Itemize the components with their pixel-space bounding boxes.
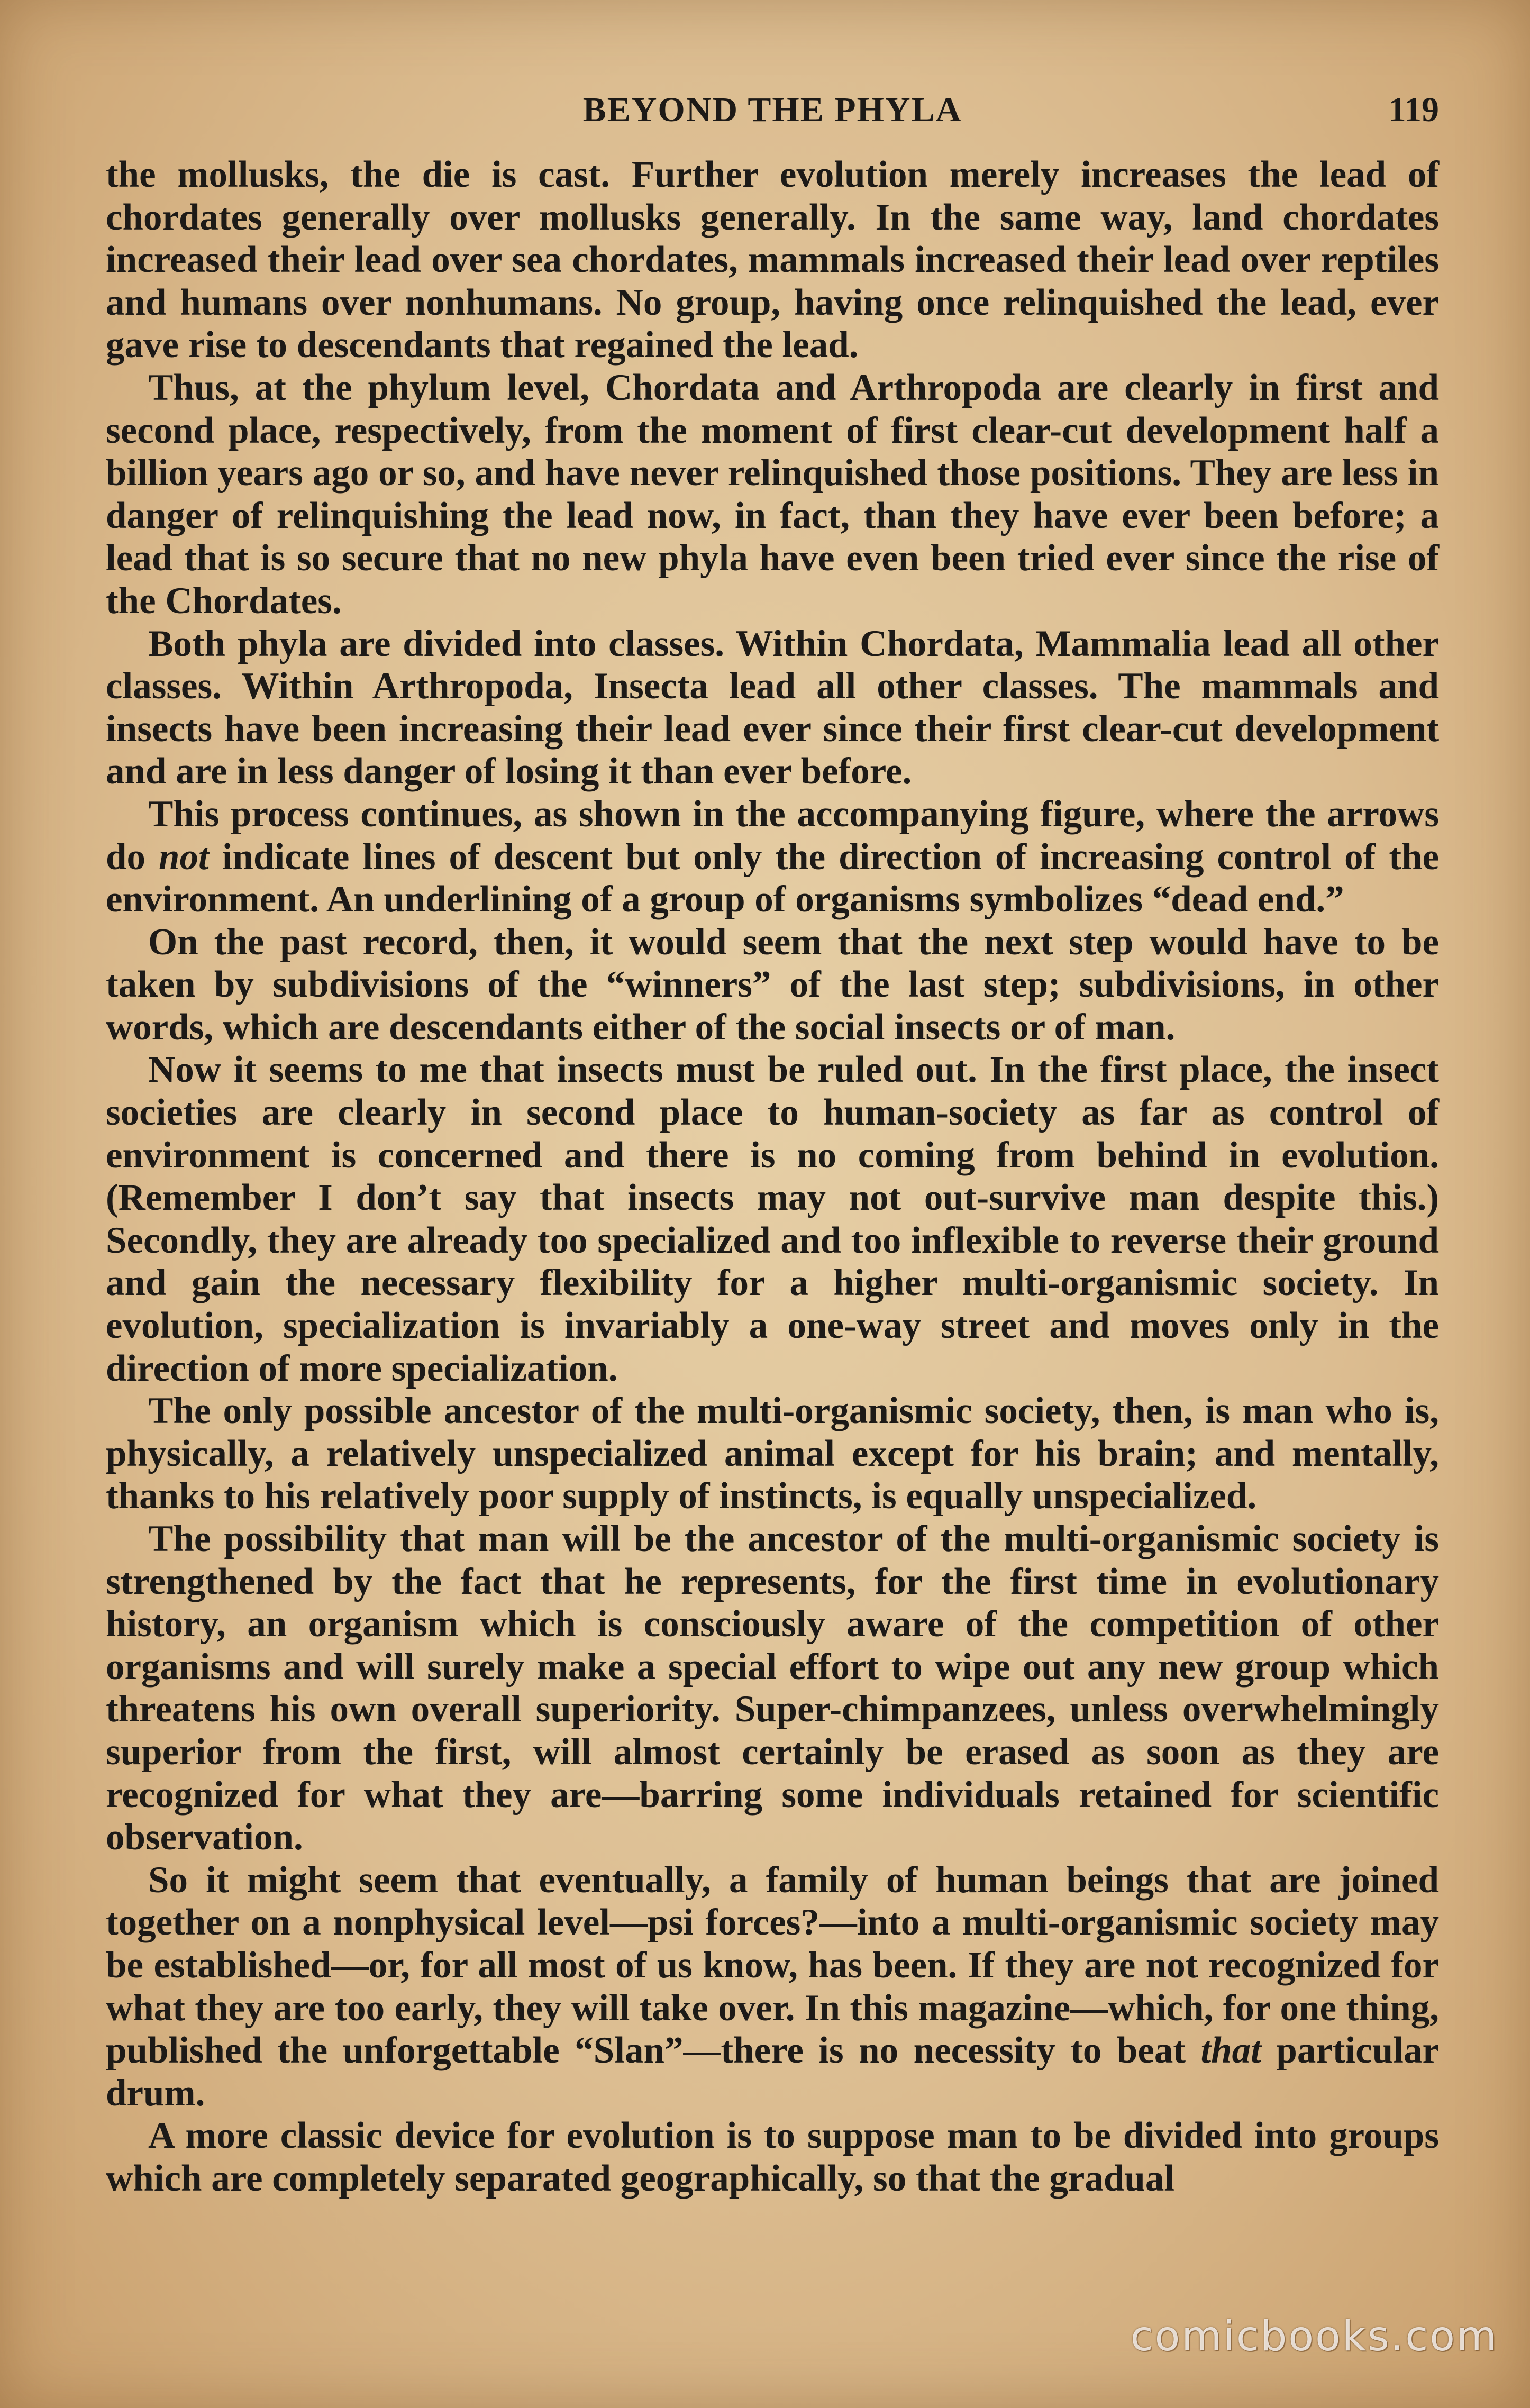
body-text — [106, 153, 1439, 2200]
running-head: BEYOND THE PHYLA — [582, 90, 962, 129]
paragraph-9-emphasis: that — [1200, 2030, 1261, 2072]
paragraph-4-emphasis: not — [159, 836, 209, 878]
page-header — [106, 85, 1439, 138]
paragraph-1: the mollusks, the die is cast. Further evolution merely increases the lead of chordates generally over mollusks generally. In the same way, land chordates increased their lead over sea chordates, mammals increased their lead over reptiles and humans over nonhumans. No group, having once relinquished the lead, ever gave rise to descendants that regained the lead. — [106, 154, 1439, 366]
paragraph-9-text-before: So it might seem that eventually, a family of human beings that are joined together on a nonphysical level—psi forces?—into a multi-organismic society may be established—or, for all most of us know, has been. If they are not recognized for what they are too early, they will take over. In this magazine—which, for one thing, published the unforgettable “Slan”—there is no necessity to beat — [106, 1859, 1439, 2072]
paragraph-10: A more classic device for evolution is to suppose man to be divided into groups which are completely separated geographically, so that the gradual — [106, 2115, 1439, 2199]
paragraph-4-text-after: indicate lines of descent but only the direction of increasing control of the environment. An underlining of a group of organisms symbolizes “dead end.” — [106, 836, 1439, 920]
watermark: comicbooks.com — [1130, 2313, 1498, 2360]
paragraph-7: The only possible ancestor of the multi-organismic society, then, is man who is, physically, a relatively unspecialized animal except for his brain; and mentally, thanks to his relatively poor supply of instincts, is equally unspecialized. — [106, 1390, 1439, 1517]
page-number: 119 — [1388, 90, 1439, 129]
paragraph-9 — [106, 1859, 1439, 2115]
paragraph-2: Thus, at the phylum level, Chordata and Arthropoda are clearly in first and second place, respectively, from the moment of first clear-cut development half a billion years ago or so, and have never relinquished those positions. They are less in danger of relinquishing the lead now, in fact, than they have ever been before; a lead that is so secure that no new phyla have even been tried ever since the rise of the Chordates. — [106, 367, 1439, 622]
paragraph-3: Both phyla are divided into classes. Within Chordata, Mammalia lead all other classes. Within Arthropoda, Insecta lead all other classes. The mammals and insects have been increasing their lead ever since their first clear-cut development and are in less danger of losing it than ever before. — [106, 623, 1439, 792]
paragraph-5: On the past record, then, it would seem that the next step would have to be taken by subdivisions of the “winners” of the last step; subdivisions, in other words, which are descendants either of the social insects or of man. — [106, 921, 1439, 1048]
paragraph-9-text-after: particular drum. — [106, 2030, 1439, 2114]
paragraph-4-text-before: This process continues, as shown in the accompanying figure, where the arrows do — [106, 793, 1439, 878]
paragraph-4 — [106, 793, 1439, 921]
paragraph-6: Now it seems to me that insects must be ruled out. In the first place, the insect societies are clearly in second place to human-society as far as control of environment is concerned and there is no coming from behind in evolution. (Remember I don’t say that insects may not out-survive man despite this.) Secondly, they are already too specialized and too inflexible to reverse their ground and gain the necessary flexibility for a higher multi-organismic society. In evolution, specialization is invariably a one-way street and moves only in the direction of more specialization. — [106, 1049, 1439, 1389]
paragraph-8: The possibility that man will be the ancestor of the multi-organismic society is strengthened by the fact that he represents, for the first time in evolutionary history, an organism which is consciously aware of the competition of other organisms and will surely make a special effort to wipe out any new group which threatens his own overall superiority. Super-chimpanzees, unless overwhelmingly superior from the first, will almost certainly be erased as soon as they are recognized for what they are—barring some individuals retained for scientific observation. — [106, 1518, 1439, 1858]
